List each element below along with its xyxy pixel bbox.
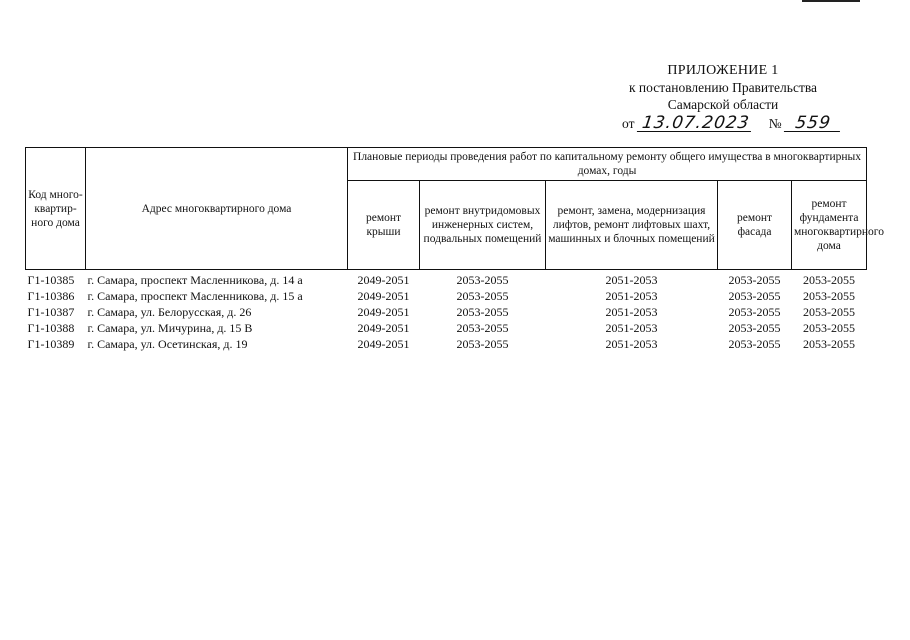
cell-foundation: 2053-2055: [803, 321, 856, 335]
cell-roof: 2049-2051: [357, 321, 410, 335]
cell-address: г. Самара, проспект Масленникова, д. 14 а: [87, 273, 303, 287]
cell-address: г. Самара, проспект Масленникова, д. 15 а: [87, 289, 303, 303]
cell-elevators: 2051-2053: [605, 305, 658, 319]
from-label: от: [622, 116, 635, 131]
cell-systems: 2053-2055: [456, 305, 509, 319]
cell-foundation: 2053-2055: [803, 289, 856, 303]
table-row: [26, 288, 867, 304]
handwritten-number: 559: [784, 116, 842, 132]
cell-address: г. Самара, ул. Белорусская, д. 26: [87, 305, 252, 319]
cell-elevators: 2051-2053: [605, 289, 658, 303]
cell-elevators: 2051-2053: [605, 273, 658, 287]
cell-code: Г1-10385: [27, 273, 75, 287]
cell-roof: 2049-2051: [357, 273, 410, 287]
scan-edge-line: [802, 0, 860, 2]
annex-decree-line: к постановлению Правительства: [628, 80, 818, 95]
annex-region-line: Самарской области: [667, 97, 779, 112]
cell-code: Г1-10389: [27, 337, 75, 351]
header-roof: ремонт крыши: [348, 181, 420, 270]
cell-systems: 2053-2055: [456, 337, 509, 351]
handwritten-date: 13.07.2023: [637, 116, 753, 132]
cell-elevators: 2051-2053: [605, 337, 658, 351]
cell-facade: 2053-2055: [728, 289, 781, 303]
cell-code: Г1-10386: [27, 289, 75, 303]
number-label: №: [768, 116, 782, 131]
header-foundation: ремонт фундамента многоквартирного дома: [792, 181, 867, 270]
annex-header: [600, 62, 846, 132]
cell-foundation: 2053-2055: [803, 305, 856, 319]
cell-code: Г1-10387: [27, 305, 75, 319]
cell-foundation: 2053-2055: [803, 273, 856, 287]
cell-elevators: 2051-2053: [605, 321, 658, 335]
cell-systems: 2053-2055: [456, 289, 509, 303]
table-row: [26, 320, 867, 336]
table-row: [26, 270, 867, 289]
table-row: [26, 304, 867, 320]
header-code: Код много-квартир-ного дома: [26, 148, 86, 270]
cell-address: г. Самара, ул. Мичурина, д. 15 В: [87, 321, 253, 335]
header-elevators: ремонт, замена, модернизация лифтов, ремонт лифтовых шахт, машинных и блочных помещений: [546, 181, 718, 270]
cell-facade: 2053-2055: [728, 273, 781, 287]
header-address: Адрес многоквартирного дома: [86, 148, 348, 270]
cell-systems: 2053-2055: [456, 273, 509, 287]
cell-facade: 2053-2055: [728, 337, 781, 351]
repair-schedule-table: [25, 147, 884, 352]
cell-facade: 2053-2055: [728, 321, 781, 335]
cell-systems: 2053-2055: [456, 321, 509, 335]
cell-roof: 2049-2051: [357, 289, 410, 303]
header-systems: ремонт внутридомовых инженерных систем, подвальных помещений: [420, 181, 546, 270]
cell-roof: 2049-2051: [357, 337, 410, 351]
header-periods-group: Плановые периоды проведения работ по капитальному ремонту общего имущества в многоквартирных домах, годы: [348, 148, 867, 181]
cell-facade: 2053-2055: [728, 305, 781, 319]
cell-code: Г1-10388: [27, 321, 75, 335]
header-facade: ремонт фасада: [718, 181, 792, 270]
annex-title: ПРИЛОЖЕНИЕ 1: [667, 63, 779, 78]
cell-address: г. Самара, ул. Осетинская, д. 19: [87, 337, 248, 351]
cell-foundation: 2053-2055: [803, 337, 856, 351]
decree-date-number: [600, 115, 846, 132]
cell-roof: 2049-2051: [357, 305, 410, 319]
table-row: [26, 336, 867, 352]
